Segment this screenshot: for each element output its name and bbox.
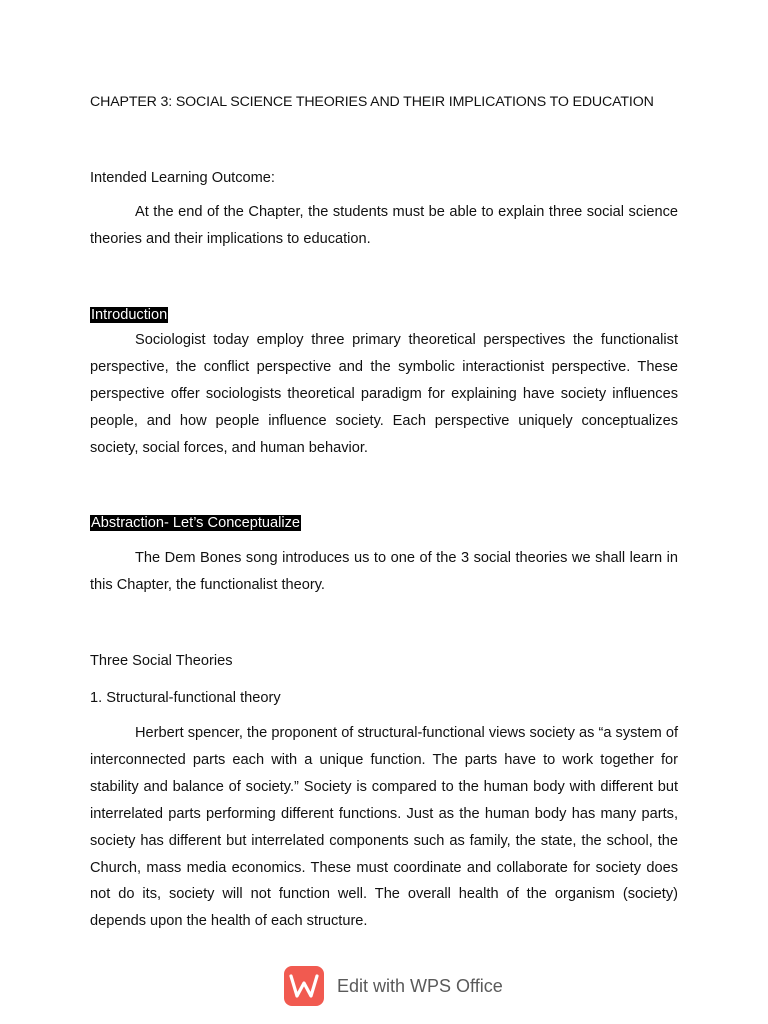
wps-office-logo-icon	[284, 966, 324, 1006]
structural-functional-text: Herbert spencer, the proponent of structural-functional views society as “a system of interconnected parts each with a unique function. The parts have to work together for stability and balance of society.” Society is compared to the human body with different but interrelated parts performing different functions. Just as the human body has many parts, society has different but interrelated components such as family, the state, the school, the Church, mass media economics. These must coordinate and collaborate for society does not do its, society will not function well. The overall health of the organism (society) depends upon the health of each structure.	[90, 725, 678, 930]
abstraction-paragraph	[90, 545, 678, 599]
structural-functional-paragraph	[90, 720, 678, 935]
learning-outcome-text: At the end of the Chapter, the students must be able to explain three social science theories and their implications to education.	[90, 204, 678, 247]
abstraction-text: The Dem Bones song introduces us to one of the 3 social theories we shall learn in this Chapter, the functionalist theory.	[90, 550, 678, 593]
learning-outcome-paragraph	[90, 199, 678, 253]
introduction-text: Sociologist today employ three primary theoretical perspectives the functionalist perspective, the conflict perspective and the symbolic interactionist perspective. These perspective offer sociologists theoretical paradigm for explaining have society influences people, and how people influence society. Each perspective uniquely conceptualizes society, social forces, and human behavior.	[90, 332, 678, 456]
wps-label: Edit with WPS Office	[337, 975, 503, 996]
introduction-heading	[90, 304, 168, 326]
three-theories-heading: Three Social Theories	[90, 653, 233, 669]
introduction-heading-label: Introduction	[91, 307, 168, 323]
chapter-title: CHAPTER 3: SOCIAL SCIENCE THEORIES AND THEIR IMPLICATIONS TO EDUCATION	[90, 94, 654, 110]
wps-w-glyph-icon	[289, 973, 319, 999]
edit-with-wps-button[interactable]	[284, 965, 503, 1007]
abstraction-heading	[90, 512, 301, 534]
learning-outcome-heading: Intended Learning Outcome:	[90, 170, 275, 186]
abstraction-heading-label: Abstraction- Let’s Conceptualize	[91, 515, 301, 531]
introduction-paragraph	[90, 327, 678, 462]
structural-functional-heading: 1. Structural-functional theory	[90, 690, 281, 706]
